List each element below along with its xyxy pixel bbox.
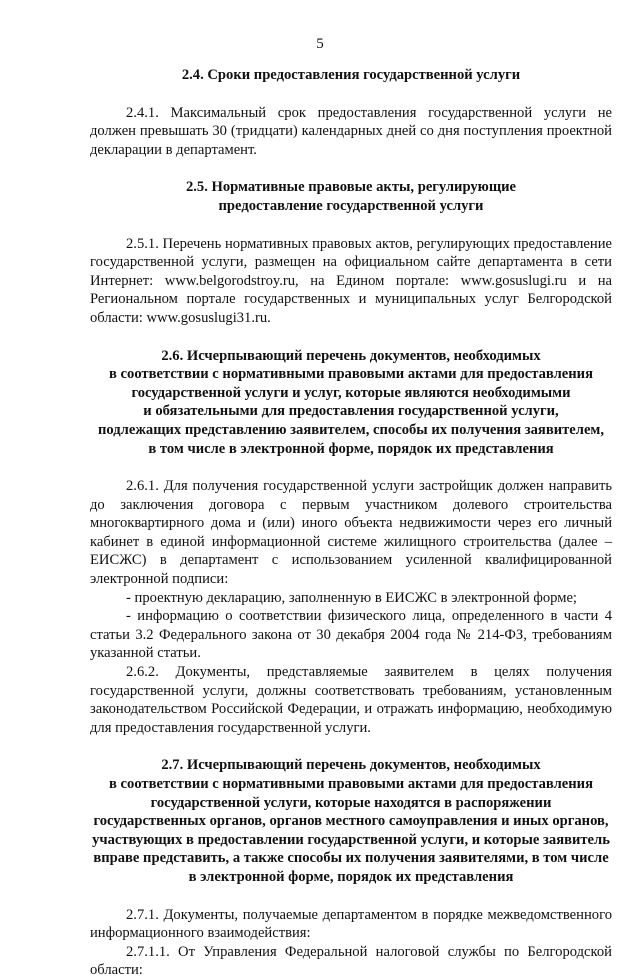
section-heading-2-4 — [90, 66, 612, 85]
heading-line: участвующих в предоставлении государственной услуги, и которые заявитель — [92, 831, 610, 848]
heading-line: государственной услуги и услуг, которые являются необходимыми — [131, 384, 571, 401]
paragraph-2-6-2: 2.6.2. Документы, представляемые заявителем в целях получения государственной услуги, должны соответствовать требованиям, установленным законодательством Российской Федерации, и отражать информацию, необходимую для предоставления государственной услуги. — [90, 664, 612, 736]
heading-line: 2.6. Исчерпывающий перечень документов, необходимых — [161, 347, 541, 364]
heading-line: в том числе в электронной форме, порядок их представления — [148, 440, 554, 457]
list-item-individual-compliance: - информацию о соответствии физического лица, определенного в части 4 статьи 3.2 Федерального закона от 30 декабря 2004 года № 214-ФЗ, требованиям указанной статьи. — [90, 608, 612, 662]
paragraph-2-5-1: 2.5.1. Перечень нормативных правовых актов, регулирующих предоставление государственной услуги, размещен на официальном сайте департамента в сети Интернет: www.belgorodstroy.ru, на Едином портале: www.gosuslugi.ru и на Региональном портале государственных и муниципальных услуг Белгородской области: www.gosuslugi31.ru. — [90, 235, 612, 326]
paragraph-2-6-1: 2.6.1. Для получения государственной услуги застройщик должен направить до заключения договора с первым участником долевого строительства многоквартирного дома и (или) иного объекта недвижимости через его личный кабинет в единой информационной системе жилищного строительства (далее – ЕИСЖС) в департамент с использованием усиленной квалифицированной электронной подписи: — [90, 478, 612, 588]
section-heading-2-5 — [90, 178, 612, 215]
document-body — [90, 66, 612, 980]
heading-line: подлежащих представлению заявителем, способы их получения заявителем, — [97, 421, 605, 438]
paragraph-2-4-1: 2.4.1. Максимальный срок предоставления государственной услуги не должен превышать 30 (тридцати) календарных дней со дня поступления проектной декларации в департамент. — [90, 104, 612, 158]
heading-line: вправе представить, а также способы их получения заявителями, в том числе — [93, 850, 609, 867]
heading-line: государственных органов, органов местного самоуправления и иных органов, — [93, 813, 609, 830]
page-number: 5 — [316, 36, 324, 52]
section-heading-2-6 — [90, 347, 612, 459]
heading-line: в электронной форме, порядок их представления — [188, 868, 514, 885]
heading-line: предоставление государственной услуги — [218, 197, 484, 214]
heading-line: в соответствии с нормативными правовыми актами для предоставления — [109, 776, 593, 792]
paragraph-2-7-1: 2.7.1. Документы, получаемые департаментом в порядке межведомственного информационного взаимодействия: — [90, 906, 612, 942]
heading-line: 2.5. Нормативные правовые акты, регулирующие — [185, 179, 517, 196]
heading-line: 2.7. Исчерпывающий перечень документов, необходимых — [161, 757, 541, 774]
paragraph-2-7-1-1: 2.7.1.1. От Управления Федеральной налоговой службы по Белгородской области: — [90, 943, 612, 979]
heading-line: и обязательными для предоставления государственной услуги, — [143, 403, 559, 420]
heading-line: государственной услуги, которые находятся в распоряжении — [150, 794, 552, 811]
heading-line: 2.4. Сроки предоставления государственной услуги — [181, 67, 521, 83]
list-item-project-declaration: - проектную декларацию, заполненную в ЕИСЖС в электронной форме; — [126, 589, 577, 606]
heading-line: в соответствии с нормативными правовыми актами для предоставления — [109, 366, 593, 383]
section-heading-2-7 — [90, 756, 612, 886]
